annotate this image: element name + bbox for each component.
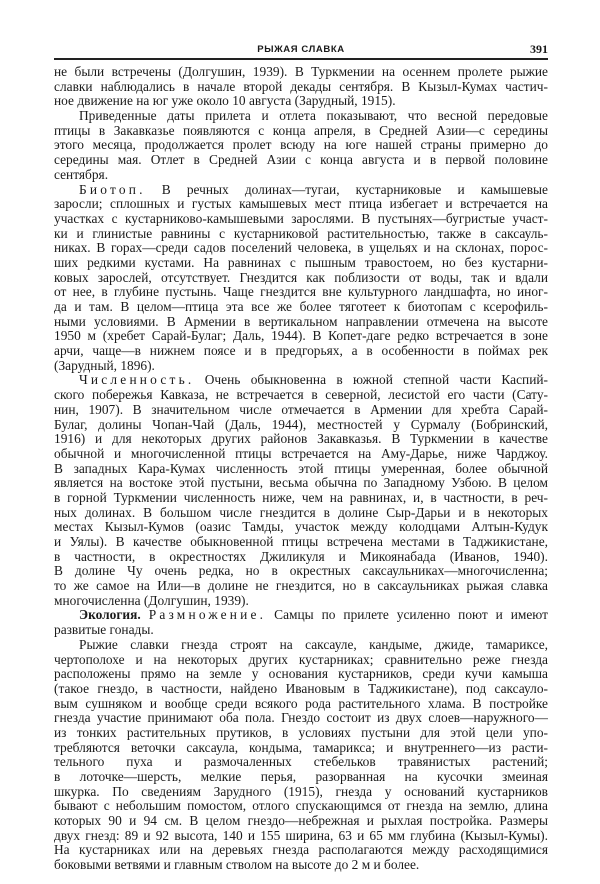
line-text: шкурка. По сведениям Зарудного (1915), гнезда у оснований кустарников (54, 784, 548, 799)
line-text: ное движение на юг уже около 10 августа (Зарудный, 1915). (54, 94, 396, 109)
text-line (54, 183, 548, 198)
line-text: На кустарниках или на деревьях гнезда располагаются между расходящимися (54, 843, 548, 858)
line-text: тельного пуха и размочаленных стебельков травянистых растений; (54, 755, 548, 770)
line-text: ными условиями. В Армении в вертикальном направлении отмечена на высоте (54, 314, 548, 329)
text-line (54, 227, 548, 242)
line-text: славки наблюдались в начале второй декады сентября. В Кызыл-Кумах частич- (54, 79, 548, 94)
line-text: не были встречены (Долгушин, 1939). В Туркмении на осеннем пролете рыжие (54, 65, 548, 79)
line-text: в частности, в окрестностях Джиликуля и Микоянабада (Иванов, 1940). (54, 549, 548, 564)
line-text: ковых зарослей, отсутствует. Гнездится как поблизости от воды, так и вдали (54, 270, 548, 285)
text-line (54, 447, 548, 462)
text-line (54, 682, 548, 697)
text-line (54, 271, 548, 286)
text-line (54, 711, 548, 726)
line-text: из тонких растительных прутиков, в условиях пустыни для этой цели упо- (54, 725, 548, 740)
text-line (54, 462, 548, 477)
line-text: (такое гнездо, в частности, найдено Ивановым в Таджикистане), под саксауло- (54, 681, 548, 696)
text-line (54, 755, 548, 770)
text-line (54, 65, 548, 80)
line-text: Булаг, долины Чопан-Чай (Даль, 1944), местностей у Сурмалу (Бобринский, (54, 417, 548, 432)
text-line (54, 726, 548, 741)
paragraph (54, 109, 548, 182)
text-line (54, 212, 548, 227)
line-text: Самцы по прилете усиленно поют и имеют (274, 608, 548, 623)
line-text: расположены прямо на земле у основания кустарников, среди кучи камыша (54, 667, 548, 682)
subsection-heading: Биотоп. (79, 182, 146, 197)
line-text: (Зарудный, 1896). (54, 358, 155, 373)
subsection-heading: Численность. (79, 373, 195, 388)
text-line (54, 785, 548, 800)
text-line (54, 697, 548, 712)
body-text (54, 65, 548, 873)
line-text: от нее, в глубине пустынь. Чаще гнездится вне культурного ландшафта, но иног- (54, 285, 548, 300)
text-line (54, 124, 548, 139)
line-text: требляются веточки саксаула, кондыма, тамарикса; и внутреннего—из расти- (54, 740, 548, 755)
line-text: чертополохе и на некоторых других кустарниках; сравнительно реже гнезда (54, 652, 548, 667)
paragraph (54, 65, 548, 109)
line-text: 1950 м (хребет Сарай-Булаг; Даль, 1944). В Копет-даге редко встречается в зоне (54, 329, 548, 344)
text-line (54, 653, 548, 668)
text-line (54, 94, 548, 109)
text-line (54, 418, 548, 433)
line-text: вым сушняком и вообще среди всякого рода растительного хлама. В постройке (54, 696, 548, 711)
line-text: никах. В горах—среди садов поселений человека, в ущельях и на склонах, порос- (54, 241, 548, 256)
text-line (54, 638, 548, 653)
text-line (54, 858, 548, 873)
text-line (54, 770, 548, 785)
line-text: середины мая. Отлет в Средней Азии с конца августа и в первой половине (54, 153, 548, 168)
text-line (54, 109, 548, 124)
text-line (54, 241, 548, 256)
line-text: Очень обыкновенна в южной степной части Каспий- (204, 373, 548, 388)
text-line (54, 535, 548, 550)
paragraph (54, 183, 548, 374)
line-text: боковыми ветвями и главным стволом на высоте до 2 м и более. (54, 858, 420, 873)
line-text: ского побережья Кавказа, не встречается в северной, лесистой его части (Сату- (54, 388, 548, 403)
text-line (54, 520, 548, 535)
text-line (54, 138, 548, 153)
text-line (54, 843, 548, 858)
line-text: да и там. В целом—птица эта все же более тяготеет к биотопам с ксерофиль- (54, 300, 548, 314)
text-line (54, 153, 548, 168)
line-text: ных долинах. В большом числе гнездится в долине Сыр-Дарьи и в некоторых (54, 505, 548, 520)
paragraph (54, 638, 548, 873)
line-text: в горной Туркмении численность ниже, чем на равнинах, и, в частности, в реч- (54, 490, 548, 505)
line-text: которых 90 и 94 см. В целом гнездо—небрежная и рыхлая постройка. Размеры (54, 814, 548, 829)
text-line (54, 168, 548, 183)
text-line (54, 432, 548, 447)
text-line (54, 403, 548, 418)
line-text: В долине Чу очень редка, но в окрестных саксаульниках—многочисленна; (54, 564, 548, 579)
text-line (54, 373, 548, 388)
text-line (54, 476, 548, 491)
text-line (54, 667, 548, 682)
line-text: то же самое на Или—в долине не гнездится, но в саксаульниках рыжая славка (54, 579, 548, 594)
text-line (54, 329, 548, 344)
line-text: участках с кустарниково-камышевыми зарослями. В пустынях—бугристые участ- (54, 211, 548, 226)
text-line (54, 491, 548, 506)
line-text: обычной и многочисленной птицы встречается на Аму-Дарье, ниже Чарджоу. (54, 446, 548, 461)
line-text: местах Кызыл-Кумов (оазис Тамды, участок между колодцами Алтын-Кудук (54, 520, 548, 535)
running-title: РЫЖАЯ СЛАВКА (257, 44, 345, 55)
section-heading: Экология. (79, 608, 141, 623)
line-text: многочисленна (Долгушин, 1939). (54, 593, 249, 608)
text-line (54, 564, 548, 579)
line-text: бывают с небольшим помостом, отлого спускающимся от гнезда на землю, длина (54, 799, 548, 814)
line-text: развитые гонады. (54, 623, 154, 638)
text-line (54, 285, 548, 300)
text-line (54, 506, 548, 521)
line-text: этого месяца, продолжается пролет всюду на юге нашей страны примерно до (54, 138, 548, 153)
page-number: 391 (530, 42, 548, 56)
text-line (54, 359, 548, 374)
header-rule (54, 58, 548, 60)
text-line (54, 741, 548, 756)
line-text: В западных Кара-Кумах численность этой птицы умеренная, более обычной (54, 461, 548, 476)
paragraph (54, 373, 548, 608)
line-text: нин, 1907). В значительном числе отмечается в Армении для хребта Сарай- (54, 402, 548, 417)
text-line (54, 388, 548, 403)
text-line (54, 579, 548, 594)
line-text: ки и глинистые равнины с кустарниковой растительностью, также в саксауль- (54, 226, 548, 241)
text-line (54, 256, 548, 271)
line-text: 1916) и для некоторых других районов Закавказья. В Туркмении в качестве (54, 432, 548, 447)
text-line (54, 197, 548, 212)
text-line (54, 608, 548, 623)
line-text: сентября. (54, 167, 109, 182)
line-text: арчи, чаще—в нижнем поясе и в предгорьях, а в особенности в поймах рек (54, 344, 548, 359)
text-line (54, 799, 548, 814)
line-text: ших редкими кустами. На равнинах с пышным травостоем, но без кустарни- (54, 255, 548, 270)
text-line (54, 80, 548, 95)
line-text: является на востоке этой пустыни, весьма обычна по Западному Узбою. В целом (54, 476, 548, 491)
text-line (54, 550, 548, 565)
running-header (54, 42, 548, 58)
line-text: и Уялы). В качестве обыкновенной птицы встречена местами в Таджикистане, (54, 535, 548, 549)
text-line (54, 814, 548, 829)
line-text: птицы в Закавказье появляются с конца апреля, в Средней Азии—с середины (54, 123, 548, 138)
text-line (54, 594, 548, 609)
line-text: заросли; сплошных и густых камышевых мест птица избегает и встречается на (54, 197, 548, 212)
subsection-heading: Размножение. (148, 608, 267, 623)
line-text: двух гнезд: 89 и 92 высота, 140 и 155 ширина, 63 и 65 мм глубина (Кызыл-Кумы). (54, 828, 548, 843)
text-line (54, 300, 548, 315)
line-text: гнезда участие принимают оба пола. Гнездо состоит из двух слоев—наружного— (54, 711, 548, 726)
text-line (54, 829, 548, 844)
text-line (54, 344, 548, 359)
line-text: Рыжие славки гнезда строят на саксауле, кандыме, джиде, тамариксе, (79, 637, 548, 652)
text-line (54, 315, 548, 330)
line-text: в лоточке—шерсть, мелкие перья, разорванная на кусочки змеиная (54, 770, 548, 784)
paragraph (54, 608, 548, 637)
line-text: Приведенные даты прилета и отлета показывают, что весной передовые (79, 109, 548, 124)
text-line (54, 623, 548, 638)
line-text: В речных долинах—тугаи, кустарниковые и камышевые (161, 182, 548, 197)
